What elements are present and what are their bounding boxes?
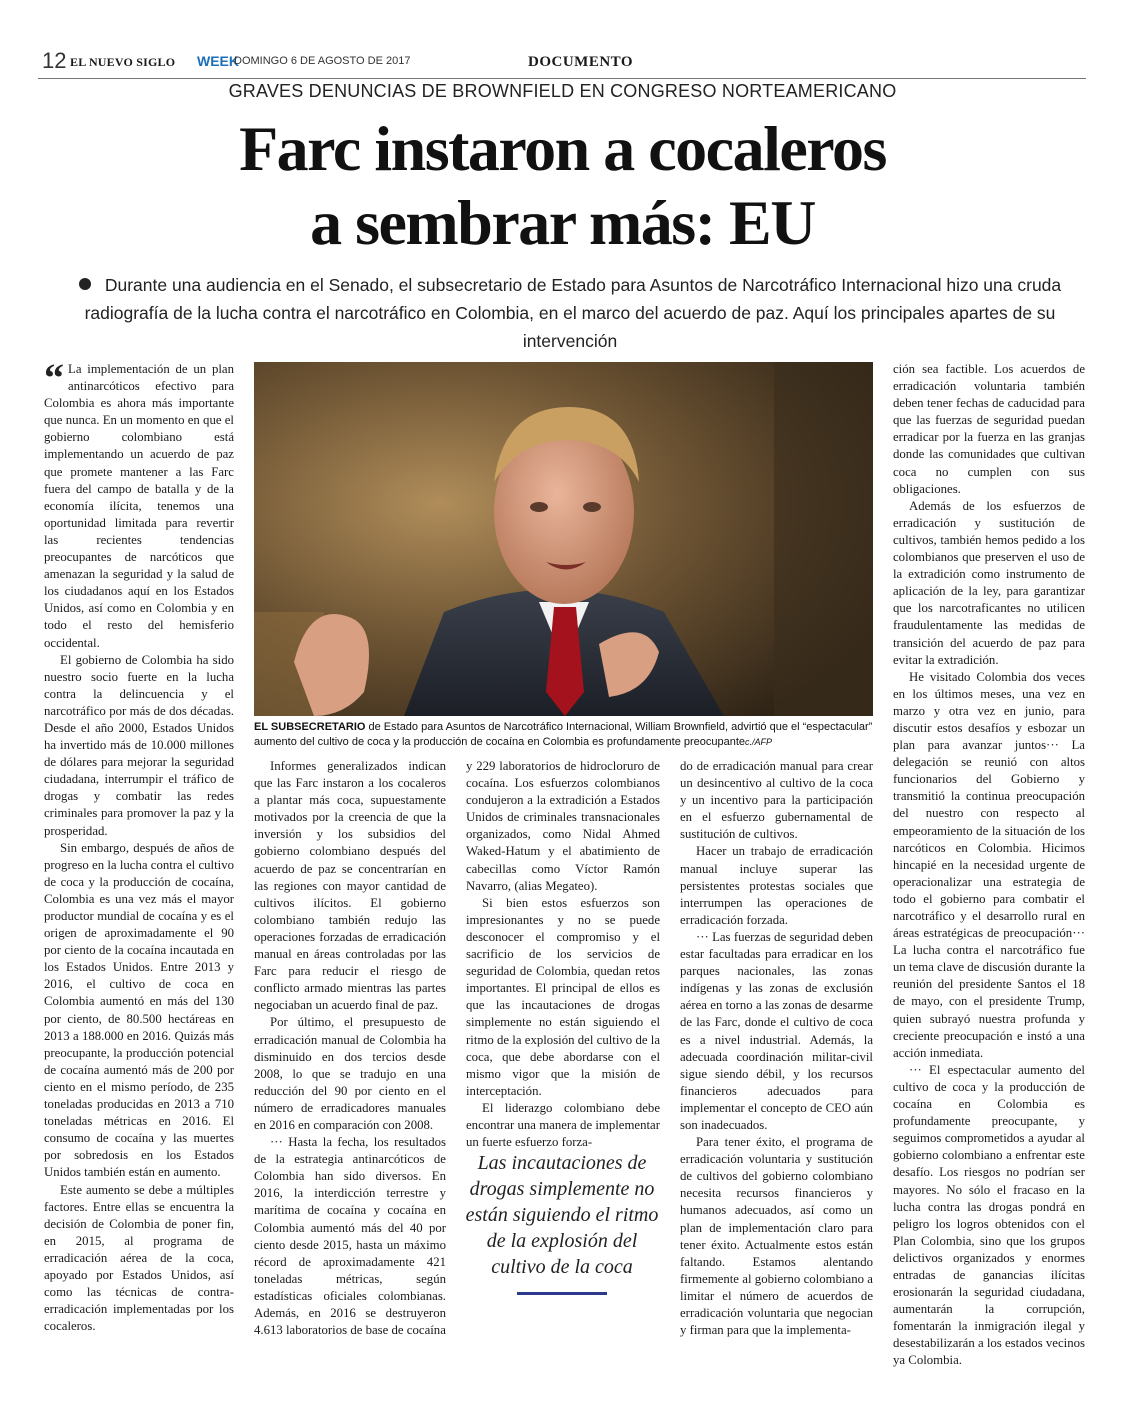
photo-credit: c./AFP bbox=[745, 737, 773, 747]
paper-name: EL NUEVO SIGLO bbox=[70, 55, 176, 69]
page-number: 12 bbox=[42, 48, 67, 73]
paragraph: El liderazgo colombiano debe encontrar una manera de implementar un fuerte esfuerzo forza- bbox=[466, 1100, 660, 1150]
paragraph: Este aumento se debe a múltiples factores. Entre ellas se encuentra la decisión de Colombia de poner fin, en 2015, al programa de erradicación aérea de la coca, apoyado por Estados Unidos, así como las técnicas de contra-erradicación implementadas por los cocaleros. bbox=[44, 1182, 234, 1334]
paragraph: ··· El espectacular aumento del cultivo de coca y la producción de cocaína en Colombia es profundamente preocupante, y seguimos comprometidos a ayudar al gobierno colombiano a enfrentar este desafío. Los riesgos no podrían ser mayores. No sólo el fracaso en la lucha contra las drogas pondrá en peligro los logros obtenidos con el Plan Colombia, sino que los grupos delictivos organizados y enormes entradas de ganancias ilícitas erosionarán la seguridad ciudadana, aumentarán la corrupción, fomentarán la inmigración ilegal y desestabilizarán a los estados vecinos ya Colombia. bbox=[893, 1062, 1085, 1368]
paragraph: “ La implementación de un plan antinarcóticos efectivo para Colombia es ahora más importante que nunca. En un momento en que el gobierno colombiano está implementando un acuerdo de paz que promete mantener a las Farc fuera del campo de batalla y de la economía ilícita, tenemos una oportunidad limitada para revertir las recientes tendencias preocupantes de narcóticos que amenazan la seguridad y la salud de los ciudadanos aquí en los Estados Unidos, así como en Colombia y en todo el resto del hemisferio occidental. bbox=[44, 355, 234, 650]
column-3 bbox=[466, 758, 660, 1151]
portrait-illustration bbox=[254, 362, 873, 716]
column-4 bbox=[680, 758, 873, 1339]
section-title: DOCUMENTO bbox=[528, 54, 634, 70]
headline-line-1: Farc instaron a cocaleros bbox=[239, 113, 886, 184]
pull-quote bbox=[462, 1150, 662, 1295]
edition-label: WEEK bbox=[197, 53, 239, 69]
paragraph: Por último, el presupuesto de erradicación manual de Colombia ha disminuido en dos tercios desde 2008, lo que se tradujo en una reducción del 90 por ciento en el número de erradicadores manuales en 2016 en comparación con 2008. bbox=[254, 1015, 446, 1132]
kicker: GRAVES DENUNCIAS DE BROWNFIELD EN CONGRESO NORTEAMERICANO bbox=[228, 81, 897, 101]
paragraph: Hacer un trabajo de erradicación manual incluye superar las persistentes protestas sociales que interrumpen las operaciones de erradicación forzada. bbox=[680, 844, 873, 927]
paragraph: ··· Las fuerzas de seguridad deben estar facultadas para erradicar en los parques nacionales, las zonas indígenas y las zonas de exclusión aérea en torno a las zonas de desarme de las Farc, donde el cultivo de coca es a nivel industrial. Además, la adecuada coordinación militar-civil sigue siendo débil, y los recursos financieros adecuados para implementar el concepto de CEO aún son inadecuados. bbox=[680, 929, 873, 1132]
paragraph: Sin embargo, después de años de progreso en la lucha contra el cultivo de coca y la producción de cocaína, Colombia es una vez más el mayor productor mundial de cocaína y es el origen de aproximadamente el 90 por ciento de la cocaína incautada en los Estados Unidos. Entre 2013 y 2016, el cultivo de coca en Colombia aumentó en más del 130 por ciento, de 80.500 hectáreas en 2013 a 188.000 en 2016. Quizás más preocupante, la producción potencial de cocaína aumentó más de 200 por ciento en el mismo período, de 235 toneladas producidas en 2013 a 710 toneladas métricas en 2016. El consumo de cocaína y las muertes por sobredosis en los Estados Unidos también están en aumento. bbox=[44, 840, 234, 1180]
paragraph: El gobierno de Colombia ha sido nuestro socio fuerte en la lucha contra la delincuencia y el narcotráfico por más de dos décadas. Desde el año 2000, Estados Unidos ha invertido más de 10.000 millones de dólares para mejorar la seguridad ciudadana, interrumpir el tráfico de drogas y combatir las redes criminales para promover la paz y la prosperidad. bbox=[44, 652, 234, 838]
paragraph: Además de los esfuerzos de erradicación y sustitución de cultivos, también hemos pedido a los colombianos que preserven el uso de la extradición como instrumento de aplicación de la ley, para garantizar que los narcotraficantes no utilicen fraudulentamente las medidas de transición del acuerdo de paz para evitar la extradición. bbox=[893, 498, 1085, 667]
paragraph: He visitado Colombia dos veces en los últimos meses, una vez en marzo y otra vez en junio, para discutir estos desafíos y esbozar un plan para avanzar juntos··· La delegación se reunió con altos funcionarios del Gobierno y transmitió la continua preocupación del nuestro con respecto al empeoramiento de la situación de los narcóticos en Colombia. Hicimos hincapié en la necesidad urgente de operacionalizar una estrategia de todo el gobierno para combatir el narcotráfico y el desarrollo rural en áreas estratégicas de preocupación··· La lucha contra el narcotráfico fue un tema clave de discusión durante la reunión del presidente Santos el 18 de mayo, con el presidente Trump, quien subrayó nuestra profunda y creciente preocupación e instó a una acción inmediata. bbox=[893, 669, 1085, 1060]
masthead bbox=[38, 48, 1086, 79]
paragraph: Informes generalizados indican que las Farc instaron a los cocaleros a plantar más coca, supuestamente motivados por la creencia de que la inversión y los subsidios del gobierno colombiano después del acuerdo de paz se concentrarían en las regiones con mayor cantidad de cultivos ilícitos. El gobierno colombiano también redujo las operaciones forzadas de erradicación manual en áreas controladas por las Farc para reducir el riesgo de conflicto armado mientras las partes negociaban un acuerdo final de paz. bbox=[254, 759, 446, 1013]
paragraph: do de erradicación manual para crear un desincentivo al cultivo de la coca y un incentivo para la participación en el esfuerzo gubernamental de sustitución de cultivos. bbox=[680, 759, 873, 842]
pull-quote-rule bbox=[517, 1292, 607, 1295]
column-1 bbox=[44, 355, 234, 1335]
photo-william-brownfield bbox=[254, 362, 873, 716]
issue-date: DOMINGO 6 DE AGOSTO DE 2017 bbox=[234, 55, 411, 67]
paragraph: ción sea factible. Los acuerdos de erradicación voluntaria también deben tener fechas de caducidad para que las fuerzas de seguridad puedan erradicar por la fuerza en las granjas donde las comunidades que cultivan coca no cumplen con sus obligaciones. bbox=[893, 362, 1085, 496]
headline bbox=[0, 112, 1125, 260]
headline-line-2: a sembrar más: EU bbox=[310, 187, 815, 258]
caption-lead: EL SUBSECRETARIO bbox=[254, 721, 366, 733]
caption-text: de Estado para Asuntos de Narcotráfico Internacional, William Brownfield, advirtió que el “espectacular” aumento del cultivo de coca y la producción de cocaína en Colombia es profundamente preocupante bbox=[254, 721, 873, 748]
photo-caption bbox=[254, 720, 873, 750]
paragraph: y 229 laboratorios de hidrocloruro de cocaína. Los esfuerzos colombianos condujeron a la extradición a Estados Unidos de criminales transnacionales organizados, como Nidal Ahmed Waked-Hatum y el abatimiento de cabecillas como Víctor Ramón Navarro, (alias Megateo). bbox=[466, 759, 660, 893]
bullet-icon bbox=[79, 278, 91, 290]
open-quote-icon: “ bbox=[44, 355, 64, 400]
pull-quote-text: Las incautaciones de drogas simplemente no están siguiendo el ritmo de la explosión del cultivo de la coca bbox=[465, 1152, 659, 1278]
paragraph: ··· Hasta la fecha, los resultados de la estrategia antinarcóticos de Colombia han sido diversos. En 2016, la interdicción terrestre y marítima de cocaína y cocaína en Colombia aumentó más del 40 por ciento desde 2015, hasta un máximo récord de aproximadamente 421 toneladas métricas, según estadísticas oficiales colombianas. Además, en 2016 se destruyeron 4.613 laboratorios de base de cocaína bbox=[254, 1135, 446, 1338]
column-5 bbox=[893, 361, 1085, 1370]
summary-deck bbox=[70, 271, 1070, 355]
paragraph: Para tener éxito, el programa de erradicación voluntaria y sustitución de cultivos del gobierno colombiano necesita recursos financieros y humanos adecuados, así como un plan de implementación claro para tener éxito. Actualmente estos están faltando. Estamos alentando firmemente al gobierno colombiano a limitar el número de acuerdos de erradicación voluntaria que negocian y firman para que la implementa- bbox=[680, 1135, 873, 1338]
column-2 bbox=[254, 758, 446, 1339]
paragraph: Si bien estos esfuerzos son impresionantes y no se puede desconocer el compromiso y el sacrificio de los servicios de seguridad de Colombia, quedan retos importantes. El principal de ellos es que las incautaciones de drogas simplemente no están siguiendo el ritmo de la explosión del cultivo de la coca, que debe abordarse con el mismo vigor que la misión de interceptación. bbox=[466, 895, 660, 1098]
summary-text: Durante una audiencia en el Senado, el subsecretario de Estado para Asuntos de Narcotráfico Internacional hizo una cruda radiografía de la lucha contra el narcotráfico en Colombia, en el marco del acuerdo de paz. Aquí los principales apartes de su intervención bbox=[84, 275, 1062, 351]
